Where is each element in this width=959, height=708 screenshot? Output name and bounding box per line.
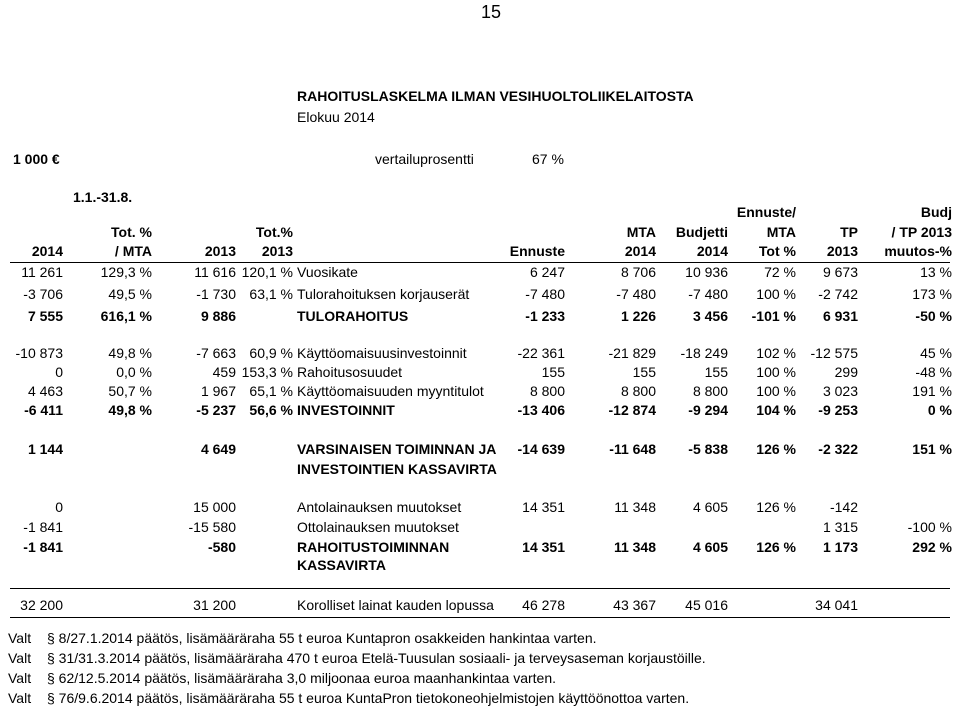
note-text: päätös, lisämääräraha 470 t euroa Etelä-Tuusulan sosiaali- ja terveysaseman korjaustöille. [144, 650, 706, 666]
table-cell: -22 361 [517, 345, 565, 361]
table-cell: -1 233 [525, 308, 565, 324]
table-cell: 126 % [756, 539, 796, 555]
report-subtitle: Elokuu 2014 [297, 109, 375, 125]
table-cell: -21 829 [608, 345, 656, 361]
table-cell: -7 663 [196, 345, 236, 361]
note-section: § 62/12.5.2014 [47, 670, 145, 686]
comparison-label: vertailuprosentti [375, 151, 474, 167]
table-cell: 8 800 [620, 383, 656, 399]
table-cell: 1 226 [620, 308, 656, 324]
note-ref: Valt [8, 650, 32, 666]
table-cell: -3 706 [23, 286, 63, 302]
row-label: VARSINAISEN TOIMINNAN JA [297, 441, 497, 457]
table-cell: 151 % [912, 441, 952, 457]
table-cell: 11 616 [194, 264, 236, 280]
table-cell: 6 247 [529, 264, 565, 280]
table-cell: 1 967 [200, 383, 236, 399]
table-cell: -12 874 [608, 402, 656, 418]
table-cell: 129,3 % [100, 264, 152, 280]
table-cell: 43 367 [613, 597, 656, 613]
table-cell: 155 [632, 364, 656, 380]
table-cell: 45 % [920, 345, 952, 361]
table-cell: 8 800 [692, 383, 728, 399]
table-cell: -2 322 [818, 441, 858, 457]
table-cell: 7 555 [27, 308, 63, 324]
note-text: päätös, lisämääräraha 55 t euroa KuntaPron tietokoneohjelmistojen käyttöönottoa varten. [136, 690, 690, 706]
table-cell: 0 [55, 364, 63, 380]
table-cell: -12 575 [810, 345, 858, 361]
footer-top-divider [10, 588, 950, 589]
note-line [47, 630, 597, 646]
period-label: 1.1.-31.8. [73, 189, 133, 205]
table-cell: 104 % [756, 402, 796, 418]
table-cell: 1 144 [27, 441, 63, 457]
table-cell: 292 % [912, 539, 952, 555]
unit-label: 1 000 € [13, 151, 60, 167]
column-header-c7: MTA [626, 223, 656, 240]
table-cell: 1 315 [822, 519, 858, 535]
header-divider [10, 262, 950, 263]
table-cell: -7 480 [616, 286, 656, 302]
table-cell: 65,1 % [249, 383, 293, 399]
table-cell: 3 023 [822, 383, 858, 399]
table-cell: 13 % [920, 264, 952, 280]
table-cell: -142 [829, 499, 858, 515]
table-cell: 616,1 % [100, 308, 152, 324]
note-ref: Valt [8, 630, 32, 646]
table-cell: 1 173 [822, 539, 858, 555]
footer-bottom-divider [10, 617, 950, 618]
table-cell: 45 016 [685, 597, 728, 613]
table-cell: 11 348 [613, 539, 656, 555]
table-cell: 4 605 [692, 539, 728, 555]
table-cell: 126 % [756, 499, 796, 515]
row-label: Käyttöomaisuusinvestoinnit [297, 345, 467, 361]
row-label: Rahoitusosuudet [297, 364, 403, 380]
table-cell: 8 800 [529, 383, 565, 399]
table-cell: -7 480 [688, 286, 728, 302]
table-cell: 9 673 [822, 264, 858, 280]
table-cell: -580 [207, 539, 236, 555]
note-text: päätös, lisämääräraha 3,0 miljoonaa euroa maanhankintaa varten. [144, 670, 557, 686]
note-section: § 31/31.3.2014 [47, 650, 145, 666]
note-section: § 8/27.1.2014 [47, 630, 137, 646]
table-cell: -100 % [907, 519, 952, 535]
note-line [47, 670, 556, 686]
table-cell: 100 % [756, 286, 796, 302]
column-header-c11: / TP 2013 [891, 223, 952, 240]
column-header-c10: 2013 [826, 243, 858, 259]
table-cell: 173 % [912, 286, 952, 302]
column-header-c9: MTA [766, 223, 796, 240]
table-cell: 0,0 % [116, 364, 152, 380]
table-cell: 49,8 % [108, 402, 152, 418]
row-label: INVESTOINNIT [297, 402, 395, 418]
column-header-c9: Tot % [758, 243, 796, 259]
table-cell: 299 [834, 364, 858, 380]
table-cell: -18 249 [680, 345, 728, 361]
column-header-c3: 2013 [204, 243, 236, 259]
table-cell: -1 730 [196, 286, 236, 302]
table-cell: 15 000 [193, 499, 236, 515]
table-cell: 34 041 [815, 597, 858, 613]
row-label: Käyttöomaisuuden myyntitulot [297, 383, 484, 399]
table-cell: 102 % [756, 345, 796, 361]
comparison-value: 67 % [532, 151, 564, 167]
table-cell: 155 [704, 364, 728, 380]
table-cell: 4 605 [692, 499, 728, 515]
column-header-c4: Tot.% [255, 223, 293, 240]
row-label: INVESTOINTIEN KASSAVIRTA [297, 461, 497, 477]
row-label: Korolliset lainat kauden lopussa [297, 597, 494, 613]
table-cell: -1 841 [23, 519, 63, 535]
table-cell: 3 456 [692, 308, 728, 324]
table-cell: 191 % [912, 383, 952, 399]
row-label: Ottolainauksen muutokset [297, 519, 459, 535]
table-cell: 49,5 % [108, 286, 152, 302]
column-header-c8: 2014 [696, 243, 728, 259]
note-line [47, 690, 689, 706]
column-header-c10: TP [840, 223, 858, 240]
note-ref: Valt [8, 690, 32, 706]
table-cell: 0 [55, 499, 63, 515]
table-cell: 153,3 % [241, 364, 293, 380]
note-ref: Valt [8, 670, 32, 686]
table-cell: -10 873 [15, 345, 63, 361]
table-cell: 4 463 [27, 383, 63, 399]
table-cell: 11 348 [614, 499, 656, 515]
table-cell: 56,6 % [249, 402, 293, 418]
table-cell: 155 [541, 364, 565, 380]
table-cell: -15 580 [188, 519, 236, 535]
table-cell: -5 237 [196, 402, 236, 418]
table-cell: 60,9 % [249, 345, 293, 361]
column-header-c6: Ennuste [509, 243, 565, 259]
table-cell: 0 % [927, 402, 952, 418]
table-cell: -9 294 [688, 402, 728, 418]
table-cell: -9 253 [818, 402, 858, 418]
table-cell: 14 351 [522, 499, 565, 515]
table-cell: 120,1 % [241, 264, 293, 280]
table-cell: 100 % [756, 364, 796, 380]
page-number: 15 [481, 2, 502, 22]
table-cell: 10 936 [685, 264, 728, 280]
column-header-c2: / MTA [114, 243, 152, 259]
table-cell: 14 351 [522, 539, 565, 555]
row-label: Tulorahoituksen korjauserät [297, 286, 470, 302]
column-header-c7: 2014 [624, 243, 656, 259]
table-cell: -6 411 [24, 402, 63, 418]
column-header-c11: muutos-% [884, 243, 952, 259]
column-header-c2: Tot. % [111, 223, 152, 240]
note-line [47, 650, 706, 666]
report-title: RAHOITUSLASKELMA ILMAN VESIHUOLTOLIIKELAITOSTA [297, 88, 694, 104]
table-cell: 459 [212, 364, 236, 380]
row-label: KASSAVIRTA [297, 557, 386, 573]
table-cell: -101 % [751, 308, 796, 324]
table-cell: -2 742 [818, 286, 858, 302]
row-label: TULORAHOITUS [297, 308, 409, 324]
table-cell: -5 838 [688, 441, 728, 457]
table-cell: 46 278 [522, 597, 565, 613]
table-cell: 11 261 [21, 264, 63, 280]
table-cell: 4 649 [200, 441, 236, 457]
table-cell: -11 648 [609, 441, 656, 457]
table-cell: -7 480 [525, 286, 565, 302]
table-cell: -50 % [915, 308, 952, 324]
column-header-c1: 2014 [31, 243, 63, 259]
table-cell: 32 200 [20, 597, 63, 613]
table-cell: 63,1 % [249, 286, 293, 302]
table-cell: -13 406 [517, 402, 565, 418]
table-cell: 100 % [756, 383, 796, 399]
column-header-c8: Budjetti [675, 223, 728, 240]
table-cell: 49,8 % [108, 345, 152, 361]
row-label: Vuosikate [297, 264, 358, 280]
row-label: RAHOITUSTOIMINNAN [297, 539, 450, 555]
table-cell: 72 % [764, 264, 796, 280]
table-cell: 9 886 [200, 308, 236, 324]
note-section: § 76/9.6.2014 [47, 690, 137, 706]
table-cell: 50,7 % [108, 383, 152, 399]
column-header-c11: Budj [920, 204, 952, 220]
note-text: päätös, lisämääräraha 55 t euroa Kuntapron osakkeiden hankintaa varten. [136, 630, 597, 646]
column-header-c9: Ennuste/ [736, 204, 796, 220]
table-cell: -48 % [915, 364, 952, 380]
table-cell: 126 % [756, 441, 796, 457]
row-label: Antolainauksen muutokset [297, 499, 462, 515]
table-cell: -1 841 [23, 539, 63, 555]
table-cell: 31 200 [193, 597, 236, 613]
table-cell: -14 639 [517, 441, 565, 457]
table-cell: 6 931 [822, 308, 858, 324]
table-cell: 8 706 [620, 264, 656, 280]
column-header-c4: 2013 [261, 243, 293, 259]
